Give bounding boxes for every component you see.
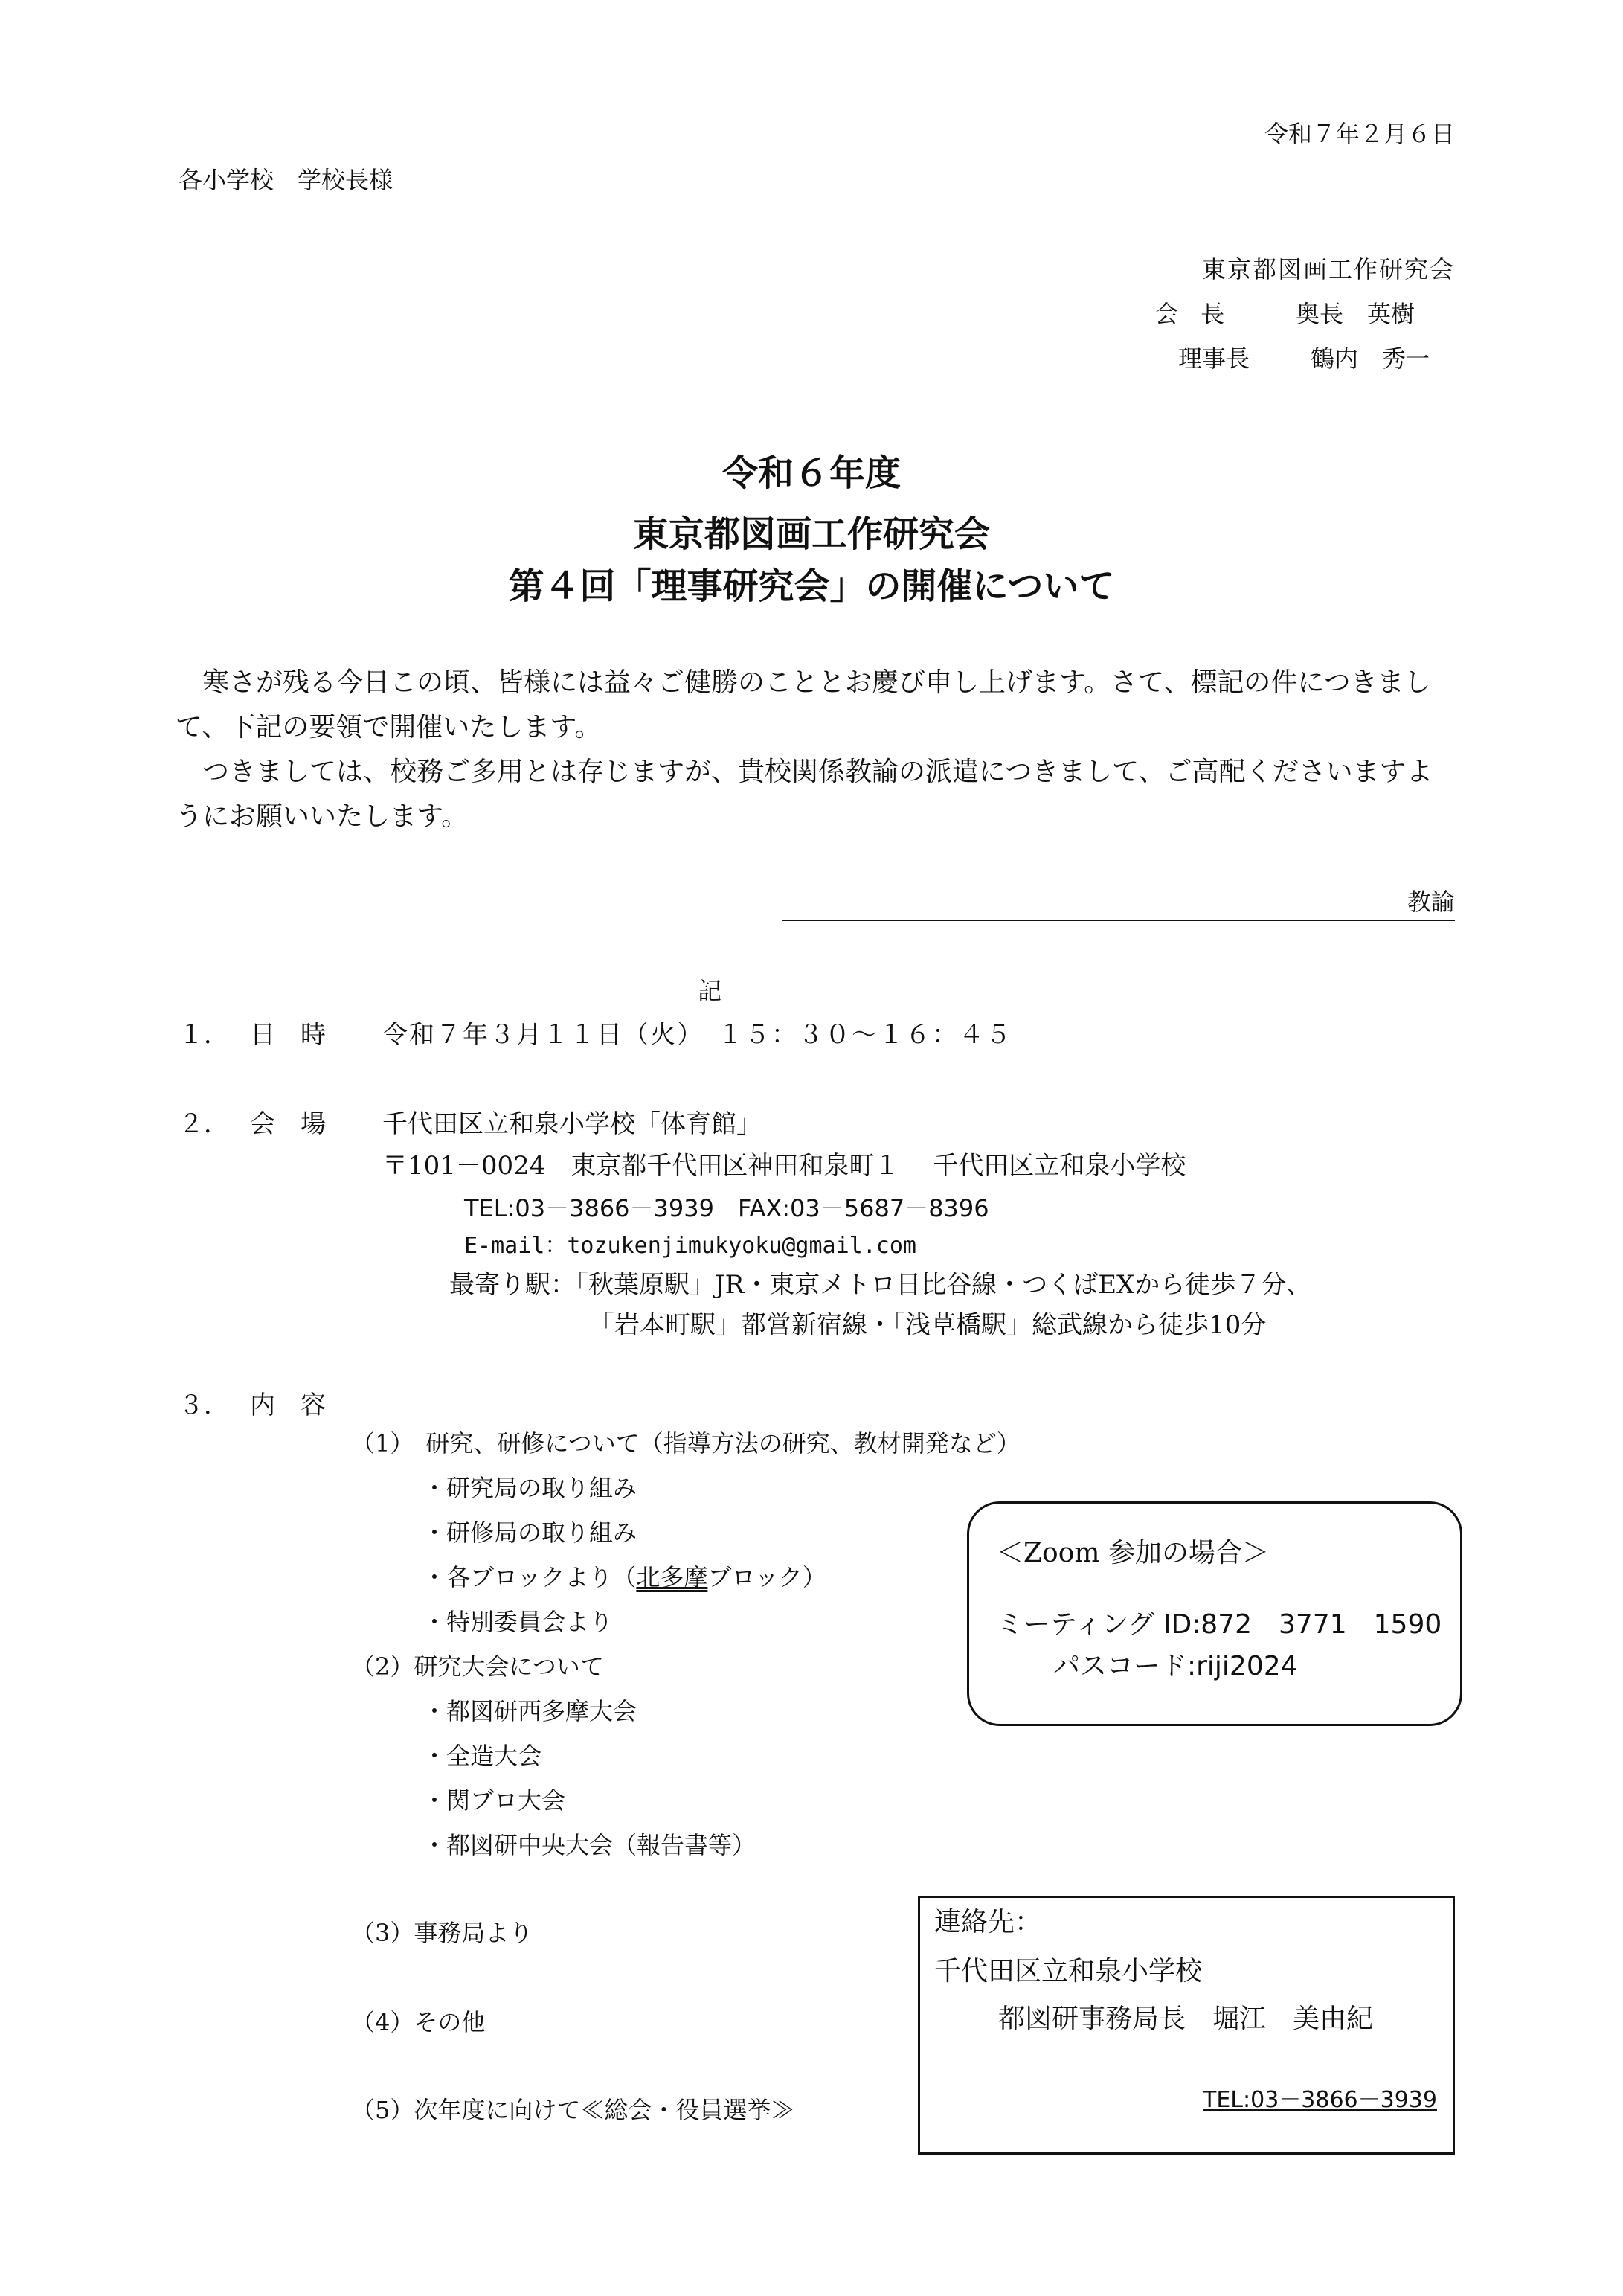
venue-email: E-mail：tozukenjimukyoku@gmail.com	[464, 1233, 916, 1259]
contact-heading: 連絡先：	[934, 1907, 1042, 1937]
item-number-2: ２．	[179, 1109, 229, 1139]
page-title: 第４回「理事研究会」の開催について	[508, 565, 1115, 607]
president-name: 奥長 英樹	[1296, 300, 1415, 328]
block-name: 北多摩	[636, 1563, 708, 1591]
list-item: ・特別委員会より	[422, 1608, 614, 1636]
contact-person: 都図研事務局長 堀江 美由紀	[998, 2004, 1374, 2034]
datetime-label: 日 時	[250, 1020, 326, 1050]
content-section-1: （1） 研究、研修について（指導方法の研究、教材開発など）	[351, 1429, 1021, 1458]
block-prefix: ・各ブロックより（	[422, 1563, 637, 1591]
list-item: ・全造大会	[422, 1742, 542, 1770]
document-date: 令和７年２月６日	[1264, 120, 1455, 148]
list-item: ・研修局の取り組み	[422, 1519, 637, 1547]
zoom-passcode: パスコード:riji2024	[1053, 1651, 1298, 1681]
title-org: 東京都図画工作研究会	[632, 513, 990, 555]
title-year: 令和６年度	[721, 452, 901, 494]
venue-name: 千代田区立和泉小学校「体育館」	[382, 1109, 762, 1139]
contact-school: 千代田区立和泉小学校	[934, 1956, 1203, 1986]
venue-tel-fax: TEL:03－3866－3939 FAX:03－5687－8396	[464, 1194, 989, 1222]
list-item: ・都図研西多摩大会	[422, 1697, 637, 1725]
item-number-3: ３．	[179, 1391, 229, 1420]
greeting-paragraph: 寒さが残る今日この頃、皆様には益々ご健勝のこととお慶び申し上げます。さて、標記の件につきまして、下記の要領で開催いたします。	[176, 667, 1431, 743]
venue-label: 会 場	[250, 1109, 326, 1139]
president-role: 会 長	[1154, 300, 1232, 328]
sender-org: 東京都図画工作研究会	[1201, 255, 1455, 283]
zoom-heading: ＜Zoom 参加の場合＞	[997, 1538, 1269, 1568]
block-suffix: ブロック）	[707, 1563, 826, 1591]
content-section-2: （2）研究大会について	[351, 1652, 604, 1681]
signature-line	[782, 920, 1455, 921]
nearest-station-1: 最寄り駅：「秋葉原駅」JR・東京メトロ日比谷線・つくばEXから徒歩７分、	[449, 1270, 1312, 1300]
content-section-3: （3）事務局より	[351, 1919, 533, 1947]
nearest-station-2: 「岩本町駅」都営新宿線・「浅草橋駅」総武線から徒歩10分	[589, 1310, 1267, 1340]
list-item	[422, 1565, 826, 1589]
request-paragraph: つきましては、校務ご多用とは存じますが、貴校関係教諭の派遣につきまして、ご高配くださいますようにお願いいたします。	[176, 757, 1433, 832]
list-item: ・関ブロ大会	[422, 1786, 566, 1815]
director-name: 鶴内 秀一	[1311, 344, 1430, 373]
content-label: 内 容	[250, 1391, 326, 1420]
content-section-4: （4）その他	[351, 2008, 486, 2036]
ki-heading: 記	[698, 977, 722, 1005]
venue-address: 〒101－0024 東京都千代田区神田和泉町１ 千代田区立和泉小学校	[382, 1151, 1186, 1181]
recipient: 各小学校 学校長様	[179, 166, 393, 194]
director-role: 理事長	[1178, 344, 1250, 373]
item-number-1: １．	[179, 1020, 229, 1050]
list-item: ・都図研中央大会（報告書等）	[422, 1831, 756, 1859]
zoom-meeting-id: ミーティング ID:872 3771 1590	[997, 1609, 1442, 1640]
body-text	[176, 661, 1455, 839]
list-item: ・研究局の取り組み	[422, 1474, 637, 1502]
signature-suffix: 教諭	[1407, 888, 1455, 916]
contact-tel: TEL:03－3866－3939	[1203, 2087, 1437, 2113]
content-section-5: （5）次年度に向けて≪総会・役員選挙≫	[351, 2096, 795, 2124]
datetime-value: 令和７年３月１１日（火） １５：３０～１６：４５	[382, 1020, 1012, 1050]
